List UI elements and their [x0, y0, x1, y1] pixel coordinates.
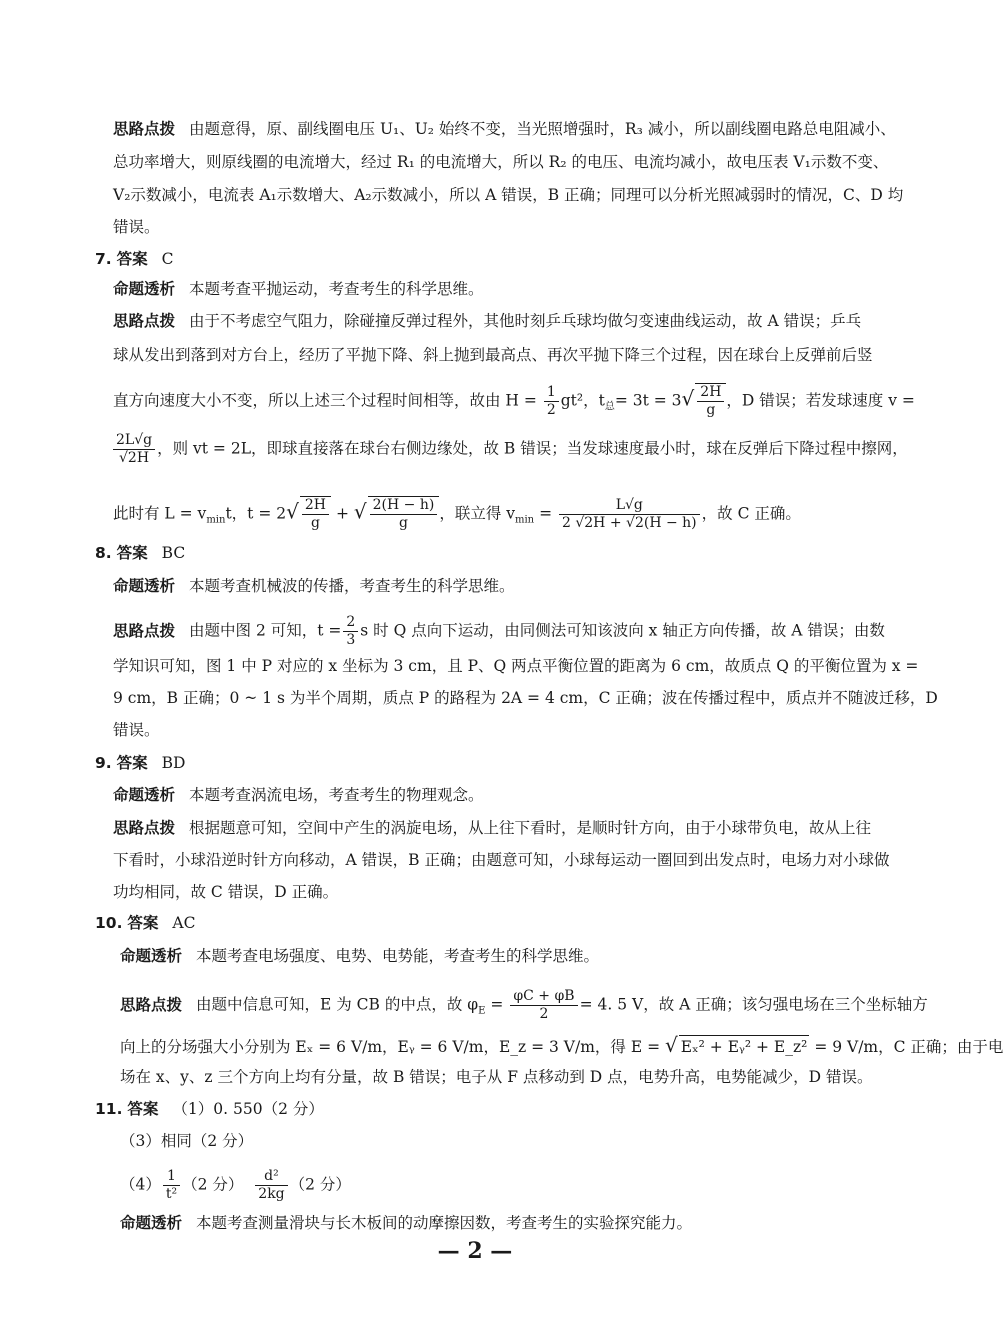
sqrt-sign: √: [353, 499, 367, 524]
answer-label: 答案: [127, 914, 159, 932]
answer-value: （3）相同（2 分）: [120, 1132, 254, 1150]
analysis-text: 本题考查平抛运动，考查考生的科学思维。: [189, 280, 484, 298]
fraction-mu: [255, 1168, 287, 1203]
sqrt-body: Eₓ² + Eᵧ² + E_z²: [679, 1035, 810, 1058]
analysis-label: 命题透析: [113, 577, 176, 595]
q7-hint-line-1: [113, 310, 861, 332]
q9-analysis: [113, 784, 484, 806]
numerator: φC + φB: [510, 988, 577, 1006]
answer-value: AC: [172, 914, 196, 932]
q7-hint-line-4: [113, 432, 908, 467]
hint-text: 球从发出到落到对方台上，经历了平抛下降、斜上抛到最高点、再次平抛下降三个过程，因在球台上反弹前后竖: [113, 346, 873, 364]
numerator: 1: [544, 384, 559, 402]
sqrt-body: [300, 496, 331, 532]
hint-text: 由题中信息可知，E 为 CB 的中点，故 φ: [196, 995, 479, 1014]
hint-label: 思路点拨: [113, 120, 176, 138]
fraction-vmin: [559, 497, 700, 532]
hint-label: 思路点拨: [113, 819, 176, 837]
hint-text: ，联立得 v: [439, 504, 515, 523]
subscript: min: [515, 514, 535, 526]
q7-hint-line-2: [113, 344, 873, 366]
fraction-inv-t2: [163, 1168, 180, 1203]
q9-hint-line-1: [113, 817, 871, 839]
sqrt-sign: √: [665, 1033, 678, 1057]
hint-text: 9 cm，B 正确；0 ~ 1 s 为半个周期，质点 P 的路程为 2A = 4 cm，C 正确；波在传播过程中，质点并不随波迁移，D: [113, 689, 938, 707]
answer-value: （4）: [120, 1175, 161, 1194]
equals-sign: =: [539, 504, 553, 523]
answer-label: 答案: [116, 250, 148, 268]
hint-text: ，则 vt = 2L，即球直接落在球台右侧边缘处，故 B 错误；当发球速度最小时，球在反弹后下降过程中擦网，: [157, 439, 908, 458]
denominator: 2: [539, 1006, 549, 1022]
q11-answer-3: [120, 1130, 253, 1152]
question-number: 8.: [95, 544, 112, 562]
numerator: 2(H − h): [370, 497, 438, 515]
denominator: 2: [546, 402, 556, 418]
sqrt-sign: √: [681, 386, 695, 411]
question-number: 9.: [95, 754, 112, 772]
q6-hint-line-1: [113, 118, 896, 140]
q10-analysis: [120, 945, 599, 967]
question-number: 11.: [95, 1100, 123, 1118]
fraction: [370, 497, 438, 532]
hint-text: 功均相同，故 C 错误，D 正确。: [113, 883, 339, 901]
equals-sign: =: [490, 995, 504, 1014]
hint-text: = 4. 5 V，故 A 正确；该匀强电场在三个坐标轴方: [579, 995, 928, 1014]
analysis-label: 命题透析: [120, 1214, 183, 1232]
denominator: 2kg: [258, 1186, 285, 1202]
numerator: 2: [343, 614, 358, 632]
q10-answer: [95, 912, 195, 934]
hint-text: 由于不考虑空气阻力，除碰撞反弹过程外，其他时刻乒乓球均做匀变速曲线运动，故 A 错误；乒乓: [189, 312, 862, 330]
denominator: 2 √2H + √2(H − h): [562, 515, 697, 531]
q8-hint-line-1: [113, 614, 885, 649]
q8-hint-line-2: [113, 655, 918, 677]
hint-text: t，t = 2: [225, 504, 287, 523]
subscript: E: [478, 1005, 486, 1017]
q11-answer: [95, 1098, 324, 1120]
q8-hint-line-3: [113, 687, 938, 709]
analysis-label: 命题透析: [113, 280, 176, 298]
hint-text: = 3t = 3: [614, 391, 682, 410]
question-number: 10.: [95, 914, 123, 932]
q10-hint-line-1: [120, 988, 928, 1023]
fraction-v: [113, 432, 155, 467]
denominator: g: [310, 515, 320, 531]
numerator: 2L√g: [113, 432, 155, 450]
hint-text: = 9 V/m，C 正确；由于电: [814, 1038, 1003, 1056]
denominator: 3: [346, 632, 356, 648]
hint-text: s 时 Q 点向下运动，由同侧法可知该波向 x 轴正方向传播，故 A 错误；由数: [360, 621, 885, 640]
numerator: L√g: [559, 497, 700, 515]
hint-text: 根据题意可知，空间中产生的涡旋电场，从上往下看时，是顺时针方向，由于小球带负电，故从上往: [189, 819, 872, 837]
analysis-text: 本题考查测量滑块与长木板间的动摩擦因数，考查考生的实验探究能力。: [196, 1214, 693, 1232]
q8-analysis: [113, 575, 515, 597]
hint-label: 思路点拨: [113, 621, 176, 640]
answer-label: 答案: [116, 544, 148, 562]
answer-value: BC: [161, 544, 186, 562]
denominator: t²: [165, 1186, 178, 1202]
hint-text: 此时有 L = v: [113, 504, 207, 523]
analysis-text: 本题考查机械波的传播，考查考生的科学思维。: [189, 577, 515, 595]
q8-hint-line-4: [113, 719, 160, 741]
numerator: 2H: [302, 497, 329, 515]
hint-text: ，故 C 正确。: [701, 504, 801, 523]
hint-text: 向上的分场强大小分别为 Eₓ = 6 V/m，Eᵧ = 6 V/m，E_z = 3 V/m，得 E =: [120, 1038, 661, 1056]
analysis-label: 命题透析: [120, 947, 183, 965]
answer-label: 答案: [127, 1100, 159, 1118]
q10-hint-line-2: [120, 1034, 1003, 1058]
numerator: d²: [255, 1168, 287, 1186]
answer-value: C: [161, 250, 174, 268]
answer-label: 答案: [116, 754, 148, 772]
hint-text: 场在 x、y、z 三个方向上均有分量，故 B 错误；电子从 F 点移动到 D 点，电势升高，电势能减少，D 错误。: [120, 1068, 873, 1086]
subscript: 总: [604, 401, 615, 413]
fraction-half: [544, 384, 559, 419]
hint-label: 思路点拨: [120, 995, 183, 1014]
answer-value: （1）0. 550（2 分）: [172, 1100, 324, 1118]
hint-label: 思路点拨: [113, 312, 176, 330]
q9-hint-line-3: [113, 881, 338, 903]
hint-text: 由题中图 2 可知，t =: [189, 621, 342, 640]
hint-text: gt²，t: [560, 391, 605, 410]
analysis-label: 命题透析: [113, 786, 176, 804]
q6-hint-line-4: [113, 216, 160, 238]
denominator: g: [398, 515, 408, 531]
fraction-phi: [510, 988, 577, 1023]
fraction-t: [343, 614, 358, 649]
hint-text: 总功率增大，则原线圈的电流增大，经过 R₁ 的电流增大，所以 R₂ 的电压、电流均减小，故电压表 V₁示数不变、: [113, 153, 889, 171]
sqrt-body: [695, 383, 726, 419]
q6-hint-line-3: [113, 184, 903, 206]
hint-text: V₂示数减小，电流表 A₁示数增大、A₂示数减小，所以 A 错误，B 正确；同理可以分析光照减弱时的情况，C、D 均: [113, 186, 904, 204]
denominator: √2H: [119, 450, 150, 466]
q9-hint-line-2: [113, 849, 889, 871]
answer-value: （2 分）: [182, 1175, 244, 1194]
fraction: [302, 497, 329, 532]
sqrt-body: [368, 496, 440, 532]
hint-text: 学知识可知，图 1 中 P 对应的 x 坐标为 3 cm，且 P、Q 两点平衡位置的距离为 6 cm，故质点 Q 的平衡位置为 x =: [113, 657, 919, 675]
q6-hint-line-2: [113, 151, 888, 173]
hint-text: ，D 错误；若发球速度 v =: [726, 391, 915, 410]
sqrt-sign: √: [286, 499, 299, 524]
analysis-text: 本题考查涡流电场，考查考生的物理观念。: [189, 786, 484, 804]
denominator: g: [706, 402, 716, 418]
hint-text: 直方向速度大小不变，所以上述三个过程时间相等，故由 H =: [113, 391, 537, 410]
q7-answer: [95, 248, 174, 270]
numerator: 1: [163, 1168, 180, 1186]
q7-hint-line-3: [113, 383, 915, 419]
q7-hint-line-5: [113, 496, 801, 532]
answer-value: （2 分）: [289, 1175, 351, 1194]
subscript: min: [206, 514, 226, 526]
q7-analysis: [113, 278, 484, 300]
q11-answer-4: [120, 1168, 351, 1203]
q8-answer: [95, 542, 185, 564]
question-number: 7.: [95, 250, 112, 268]
answer-value: BD: [161, 754, 186, 772]
fraction: [697, 384, 724, 419]
analysis-text: 本题考查电场强度、电势、电势能，考查考生的科学思维。: [196, 947, 600, 965]
plus-sign: +: [335, 504, 349, 523]
numerator: 2H: [697, 384, 724, 402]
hint-text: 错误。: [113, 218, 160, 236]
hint-text: 由题意得，原、副线圈电压 U₁、U₂ 始终不变，当光照增强时，R₃ 减小，所以副线圈电路总电阻减小、: [189, 120, 896, 138]
hint-text: 错误。: [113, 721, 160, 739]
q9-answer: [95, 752, 185, 774]
q11-analysis: [120, 1212, 692, 1234]
hint-text: 下看时，小球沿逆时针方向移动，A 错误，B 正确；由题意可知，小球每运动一圈回到出发点时，电场力对小球做: [113, 851, 890, 869]
page-number: — 2 —: [437, 1238, 513, 1264]
q10-hint-line-3: [120, 1066, 873, 1088]
